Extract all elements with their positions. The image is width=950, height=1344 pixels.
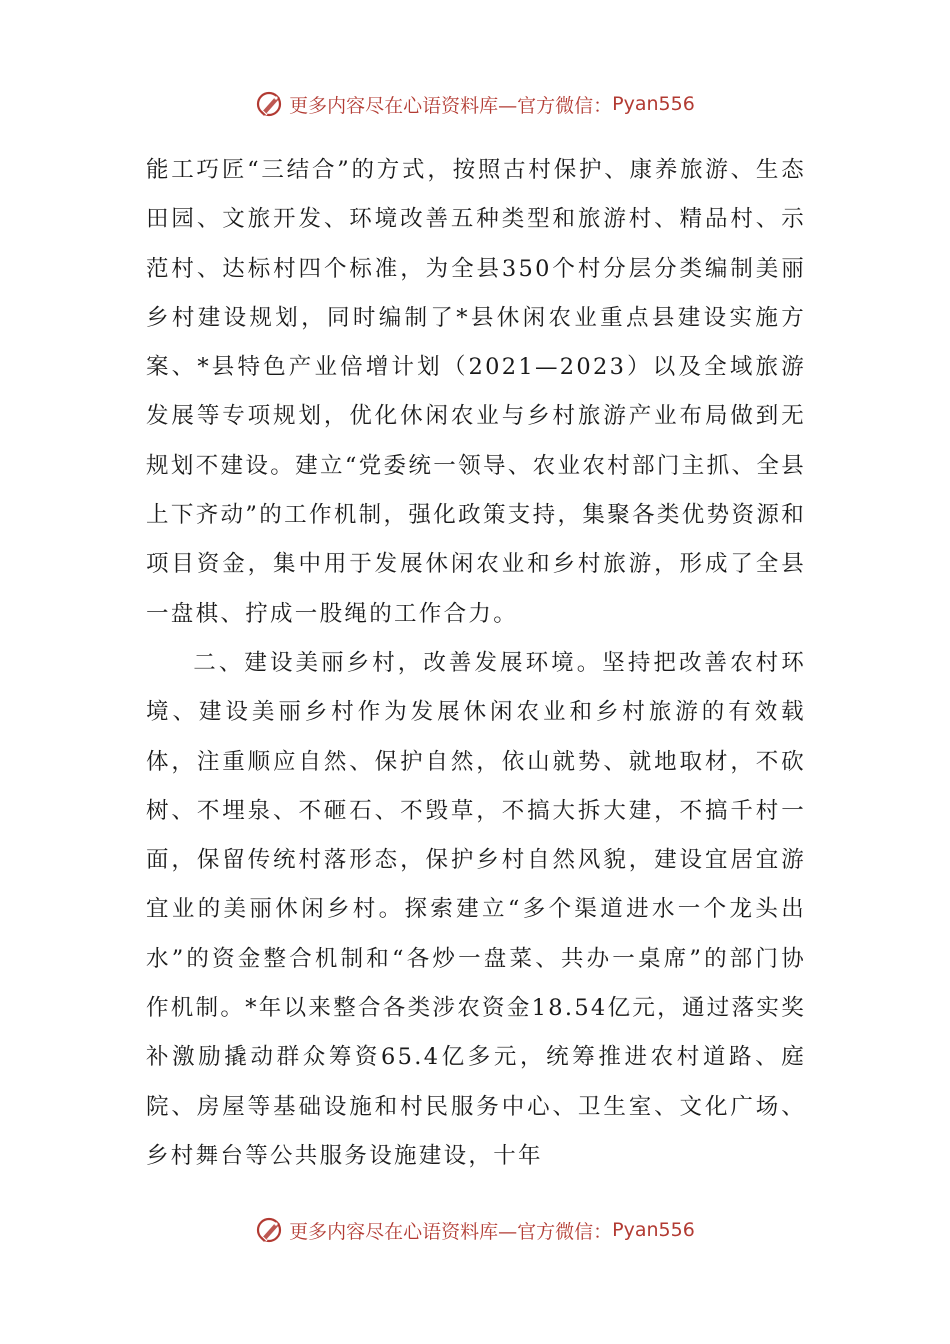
footer-banner	[0, 1212, 950, 1248]
banner-text: 更多内容尽在心语资料库—官方微信：	[289, 1220, 613, 1243]
paragraph: 二、建设美丽乡村，改善发展环境。坚持把改善农村环境、建设美丽乡村作为发展休闲农业和乡村旅游的有效载体，注重顺应自然、保护自然，依山就势、就地取材，不砍树、不埋泉、不砸石、不毁草，不搞大拆大建，不搞千村一面，保留传统村落形态，保护乡村自然风貌，建设宜居宜游宜业的美丽休闲乡村。探索建立“多个渠道进水一个龙头出水”的资金整合机制和“各炒一盘菜、共办一桌席”的部门协作机制。*年以来整合各类涉农资金18.54亿元，通过落实奖补激励撬动群众筹资65.4亿多元，统筹推进农村道路、庭院、房屋等基础设施和村民服务中心、卫生室、文化广场、乡村舞台等公共服务设施建设，十年	[146, 649, 806, 1169]
pen-nib-logo-icon	[255, 1215, 285, 1245]
document-body	[146, 146, 806, 1181]
wechat-id: Pyan556	[612, 1219, 695, 1241]
banner-text: 更多内容尽在心语资料库—官方微信：	[289, 94, 613, 117]
paragraph: 能工巧匠“三结合”的方式，按照古村保护、康养旅游、生态田园、文旅开发、环境改善五种类型和旅游村、精品村、示范村、达标村四个标准，为全县350个村分层分类编制美丽乡村建设规划，同时编制了*县休闲农业重点县建设实施方案、*县特色产业倍增计划（2021—2023）以及全域旅游发展等专项规划，优化休闲农业与乡村旅游产业布局做到无规划不建设。建立“党委统一领导、农业农村部门主抓、全县上下齐动”的工作机制，强化政策支持，集聚各类优势资源和项目资金，集中用于发展休闲农业和乡村旅游，形成了全县一盘棋、拧成一股绳的工作合力。	[146, 157, 806, 627]
pen-nib-logo-icon	[255, 89, 285, 119]
header-banner	[0, 86, 950, 122]
wechat-id: Pyan556	[612, 93, 695, 115]
